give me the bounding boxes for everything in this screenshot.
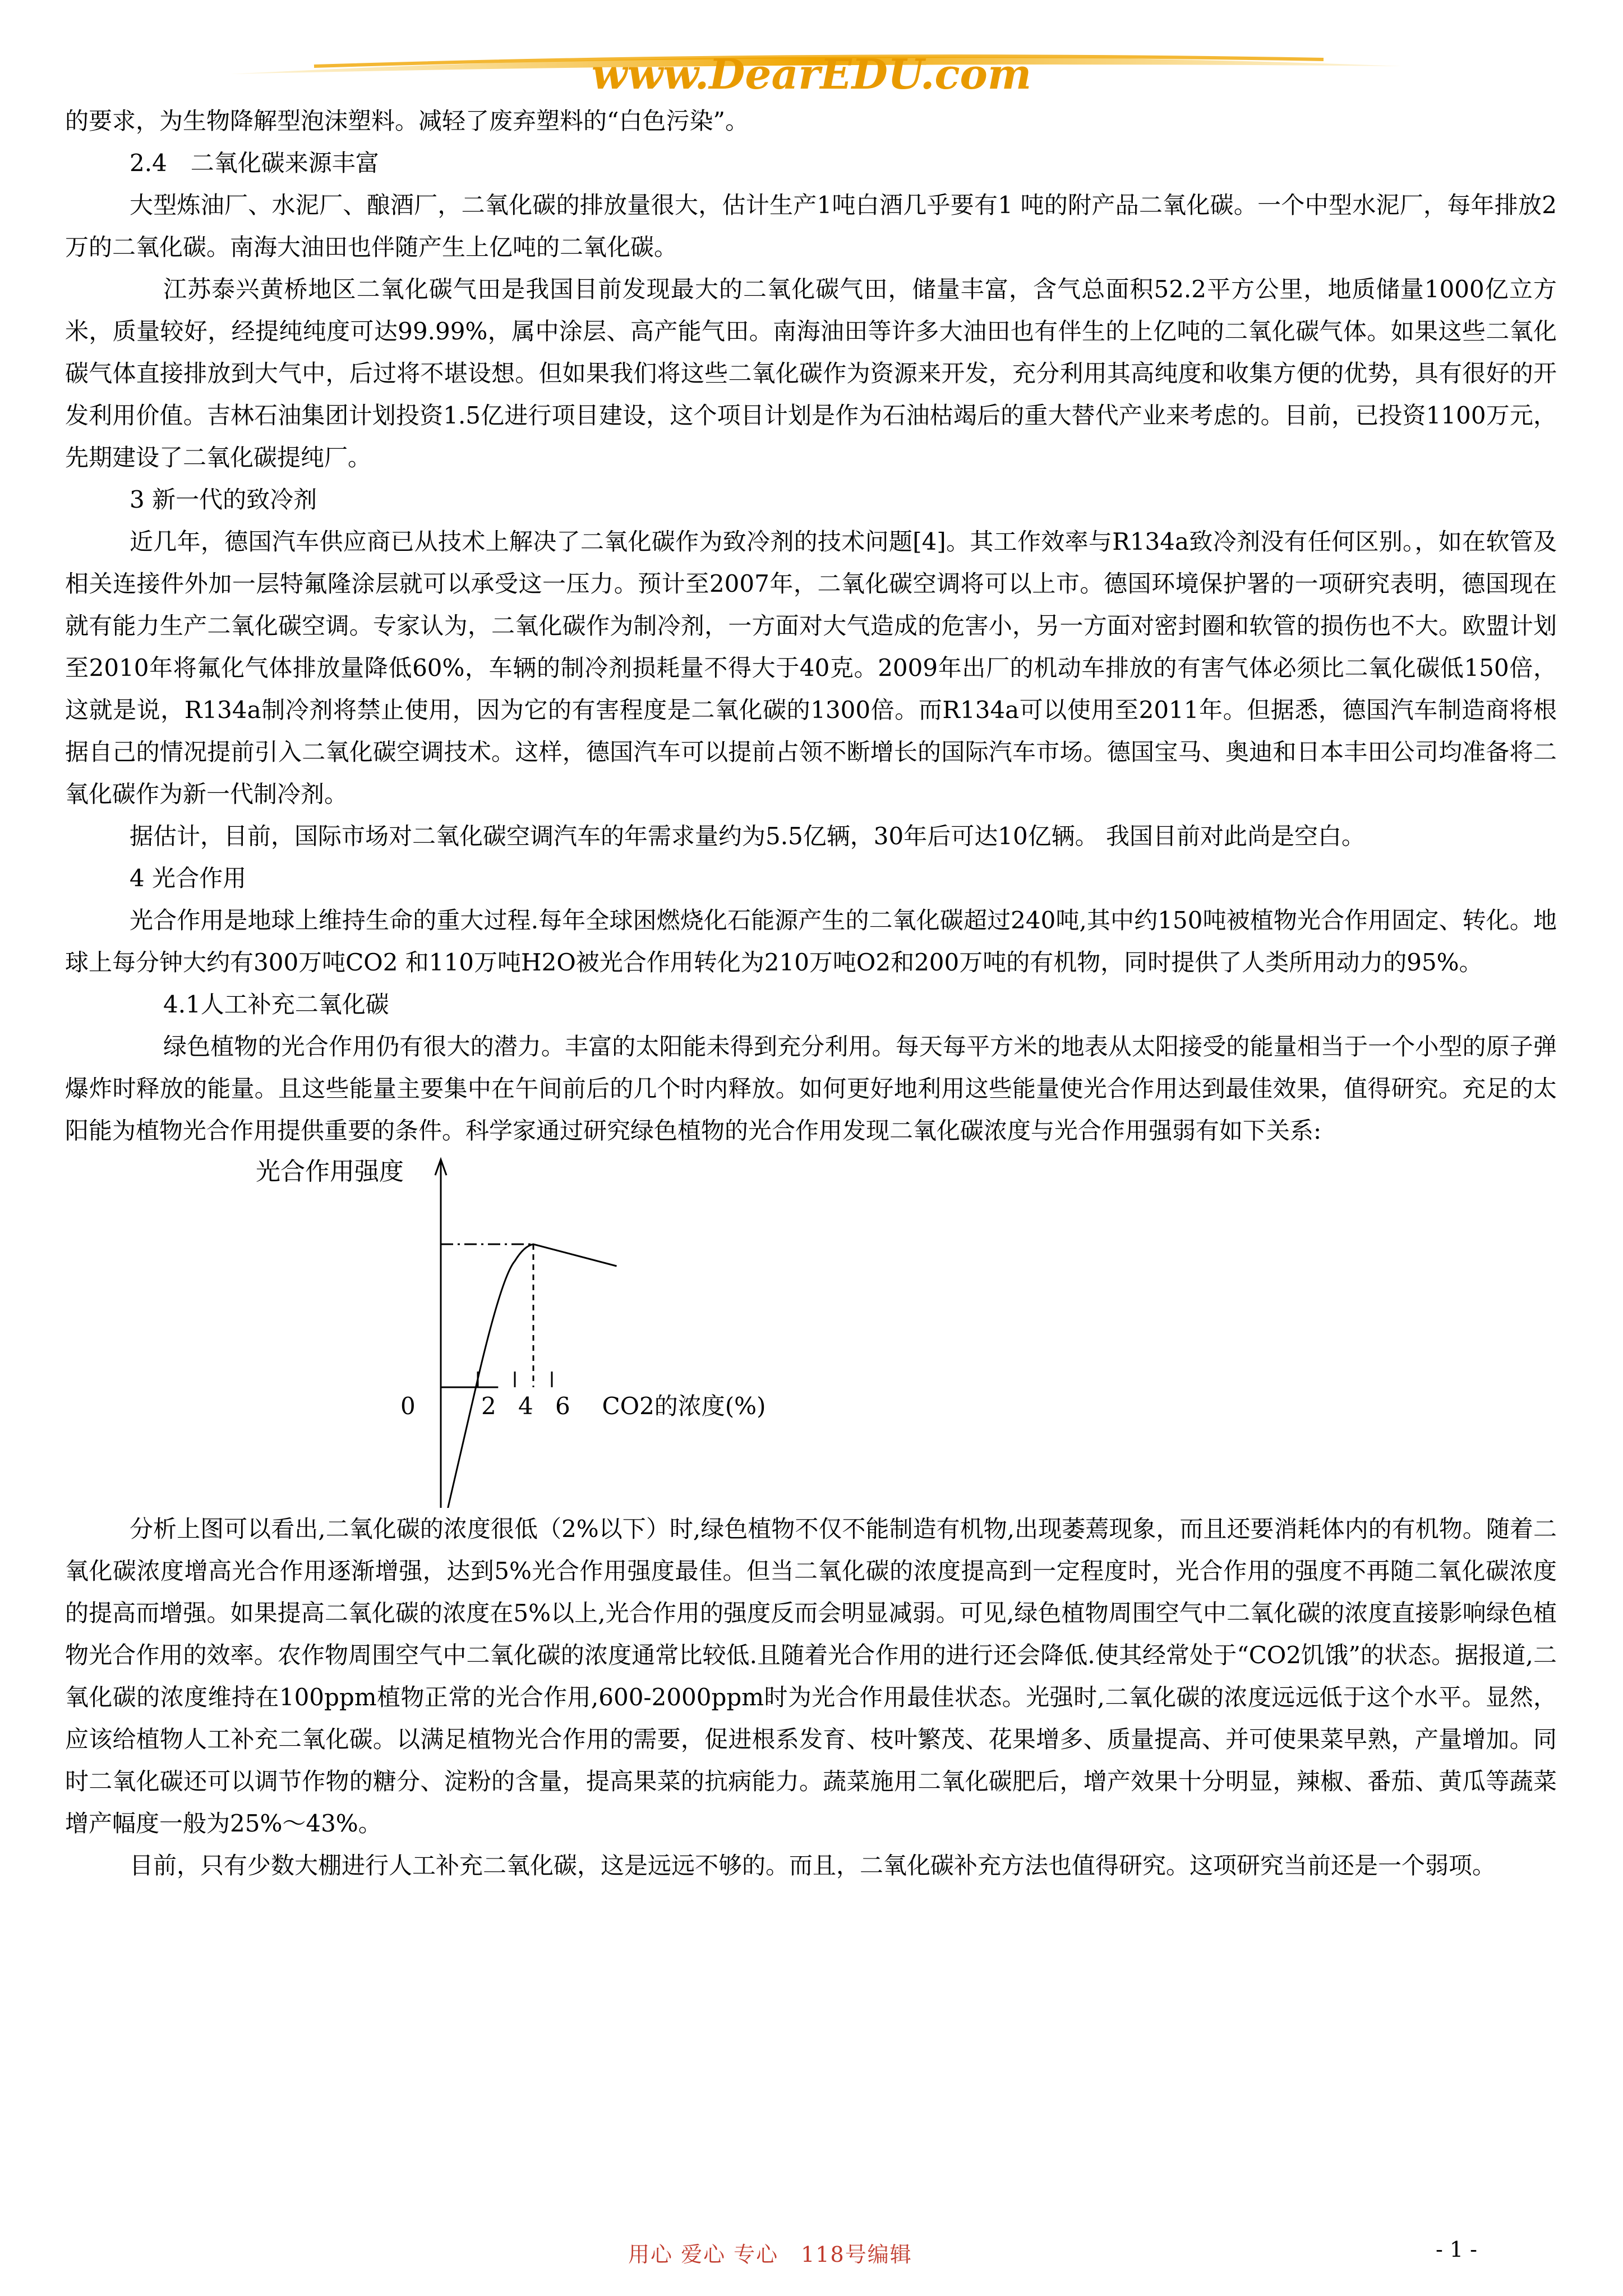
paragraph: 江苏泰兴黄桥地区二氧化碳气田是我国目前发现最大的二氧化碳气田，储量丰富，含气总面积52.2平方公里，地质储量1000亿立方米，质量较好，经提纯纯度可达99.99%，属中涂层、高产能气田。南海油田等许多大油田也有伴生的上亿吨的二氧化碳气体。如果这些二氧化碳气体直接排放到大气中，后过将不堪设想。但如果我们将这些二氧化碳作为资源来开发，充分利用其高纯度和收集方便的优势，具有很好的开发利用价值。吉林石油集团计划投资1.5亿进行项目建设，这个项目计划是作为石油枯竭后的重大替代产业来考虑的。目前，已投资1100万元，先期建设了二氧化碳提纯厂。 [65,275,1557,471]
origin-label: 0 [400,1392,416,1420]
x-tick-label: 6 [555,1392,570,1420]
footer-credit: 用心 爱心 专心 118号编辑 [628,2242,912,2267]
chart-svg [65,1152,1557,1508]
paragraph: 近几年，德国汽车供应商已从技术上解决了二氧化碳作为致冷剂的技术问题[4]。其工作效率与R134a致冷剂没有任何区别。，如在软管及相关连接件外加一层特氟隆涂层就可以承受这一压力。预计至2007年，二氧化碳空调将可以上市。德国环境保护署的一项研究表明，德国现在就有能力生产二氧化碳空调。专家认为，二氧化碳作为制冷剂，一方面对大气造成的危害小，另一方面对密封圈和软管的损伤也不大。欧盟计划至2010年将氟化气体排放量降低60%，车辆的制冷剂损耗量不得大于40克。2009年出厂的机动车排放的有害气体必须比二氧化碳低150倍，这就是说，R134a制冷剂将禁止使用，因为它的有害程度是二氧化碳的1300倍。而R134a可以使用至2011年。但据悉，德国汽车制造商将根据自己的情况提前引入二氧化碳空调技术。这样，德国汽车可以提前占领不断增长的国际汽车市场。德国宝马、奥迪和日本丰田公司均准备将二氧化碳作为新一代制冷剂。 [65,528,1557,808]
x-tick-label: 2 [481,1392,496,1420]
continuation-paragraph: 的要求，为生物降解型泡沫塑料。减轻了废弃塑料的“白色污染”。 [65,107,749,135]
y-axis-label: 光合作用强度 [256,1157,404,1186]
page-number: - 1 - [1436,2237,1478,2262]
section-heading: 3 新一代的致冷剂 [130,486,317,513]
paragraph: 据估计，目前，国际市场对二氧化碳空调汽车的年需求量约为5.5亿辆，30年后可达10亿辆。 我国目前对此尚是空白。 [130,822,1366,850]
section-heading: 2.4 二氧化碳来源丰富 [130,149,379,177]
paragraph: 绿色植物的光合作用仍有很大的潜力。丰富的太阳能未得到充分利用。每天每平方米的地表从太阳接受的能量相当于一个小型的原子弹爆炸时释放的能量。且这些能量主要集中在午间前后的几个时内释放。如何更好地利用这些能量使光合作用达到最佳效果，值得研究。充足的太阳能为植物光合作用提供重要的条件。科学家通过研究绿色植物的光合作用发现二氧化碳浓度与光合作用强弱有如下关系: [65,1033,1557,1144]
x-axis-label: CO2的浓度(%) [602,1392,766,1420]
series-line [441,1244,617,1508]
section-heading: 4 光合作用 [130,864,247,892]
logo-text: www.DearEDU.com [591,50,1032,99]
paragraph: 目前，只有少数大棚进行人工补充二氧化碳，这是远远不够的。而且，二氧化碳补充方法也值得研究。这项研究当前还是一个弱项。 [130,1852,1496,1879]
subsection-heading: 4.1人工补充二氧化碳 [163,991,389,1018]
paragraph: 大型炼油厂、水泥厂、酿酒厂，二氧化碳的排放量很大，估计生产1吨白酒几乎要有1 吨的附产品二氧化碳。一个中型水泥厂，每年排放2万的二氧化碳。南海大油田也伴随产生上亿吨的二氧化碳。 [65,191,1557,261]
co2-photosynthesis-chart [65,1152,1557,1508]
document-body [65,100,1557,1887]
paragraph: 光合作用是地球上维持生命的重大过程.每年全球困燃烧化石能源产生的二氧化碳超过240吨,其中约150吨被植物光合作用固定、转化。地球上每分钟大约有300万吨CO2 和110万吨H2O被光合作用转化为210万吨O2和200万吨的有机物，同时提供了人类所用动力的95%。 [65,907,1557,976]
page-header [0,0,1623,112]
x-tick-label: 4 [518,1392,533,1420]
paragraph: 分析上图可以看出,二氧化碳的浓度很低（2%以下）时,绿色植物不仅不能制造有机物,出现萎蔫现象，而且还要消耗体内的有机物。随着二氧化碳浓度增高光合作用逐渐增强，达到5%光合作用强度最佳。但当二氧化碳的浓度提高到一定程度时，光合作用的强度不再随二氧化碳浓度的提高而增强。如果提高二氧化碳的浓度在5%以上,光合作用的强度反而会明显减弱。可见,绿色植物周围空气中二氧化碳的浓度直接影响绿色植物光合作用的效率。农作物周围空气中二氧化碳的浓度通常比较低.且随着光合作用的进行还会降低.使其经常处于“CO2饥饿”的状态。据报道,二氧化碳的浓度维持在100ppm植物正常的光合作用,600-2000ppm时为光合作用最佳状态。光强时,二氧化碳的浓度远远低于这个水平。显然，应该给植物人工补充二氧化碳。以满足植物光合作用的需要，促进根系发育、枝叶繁茂、花果增多、质量提高、并可使果菜早熟，产量增加。同时二氧化碳还可以调节作物的糖分、淀粉的含量，提高果菜的抗病能力。蔬菜施用二氧化碳肥后，增产效果十分明显，辣椒、番茄、黄瓜等蔬菜增产幅度一般为25%～43%。 [65,1515,1557,1837]
header-banner [0,0,1623,112]
